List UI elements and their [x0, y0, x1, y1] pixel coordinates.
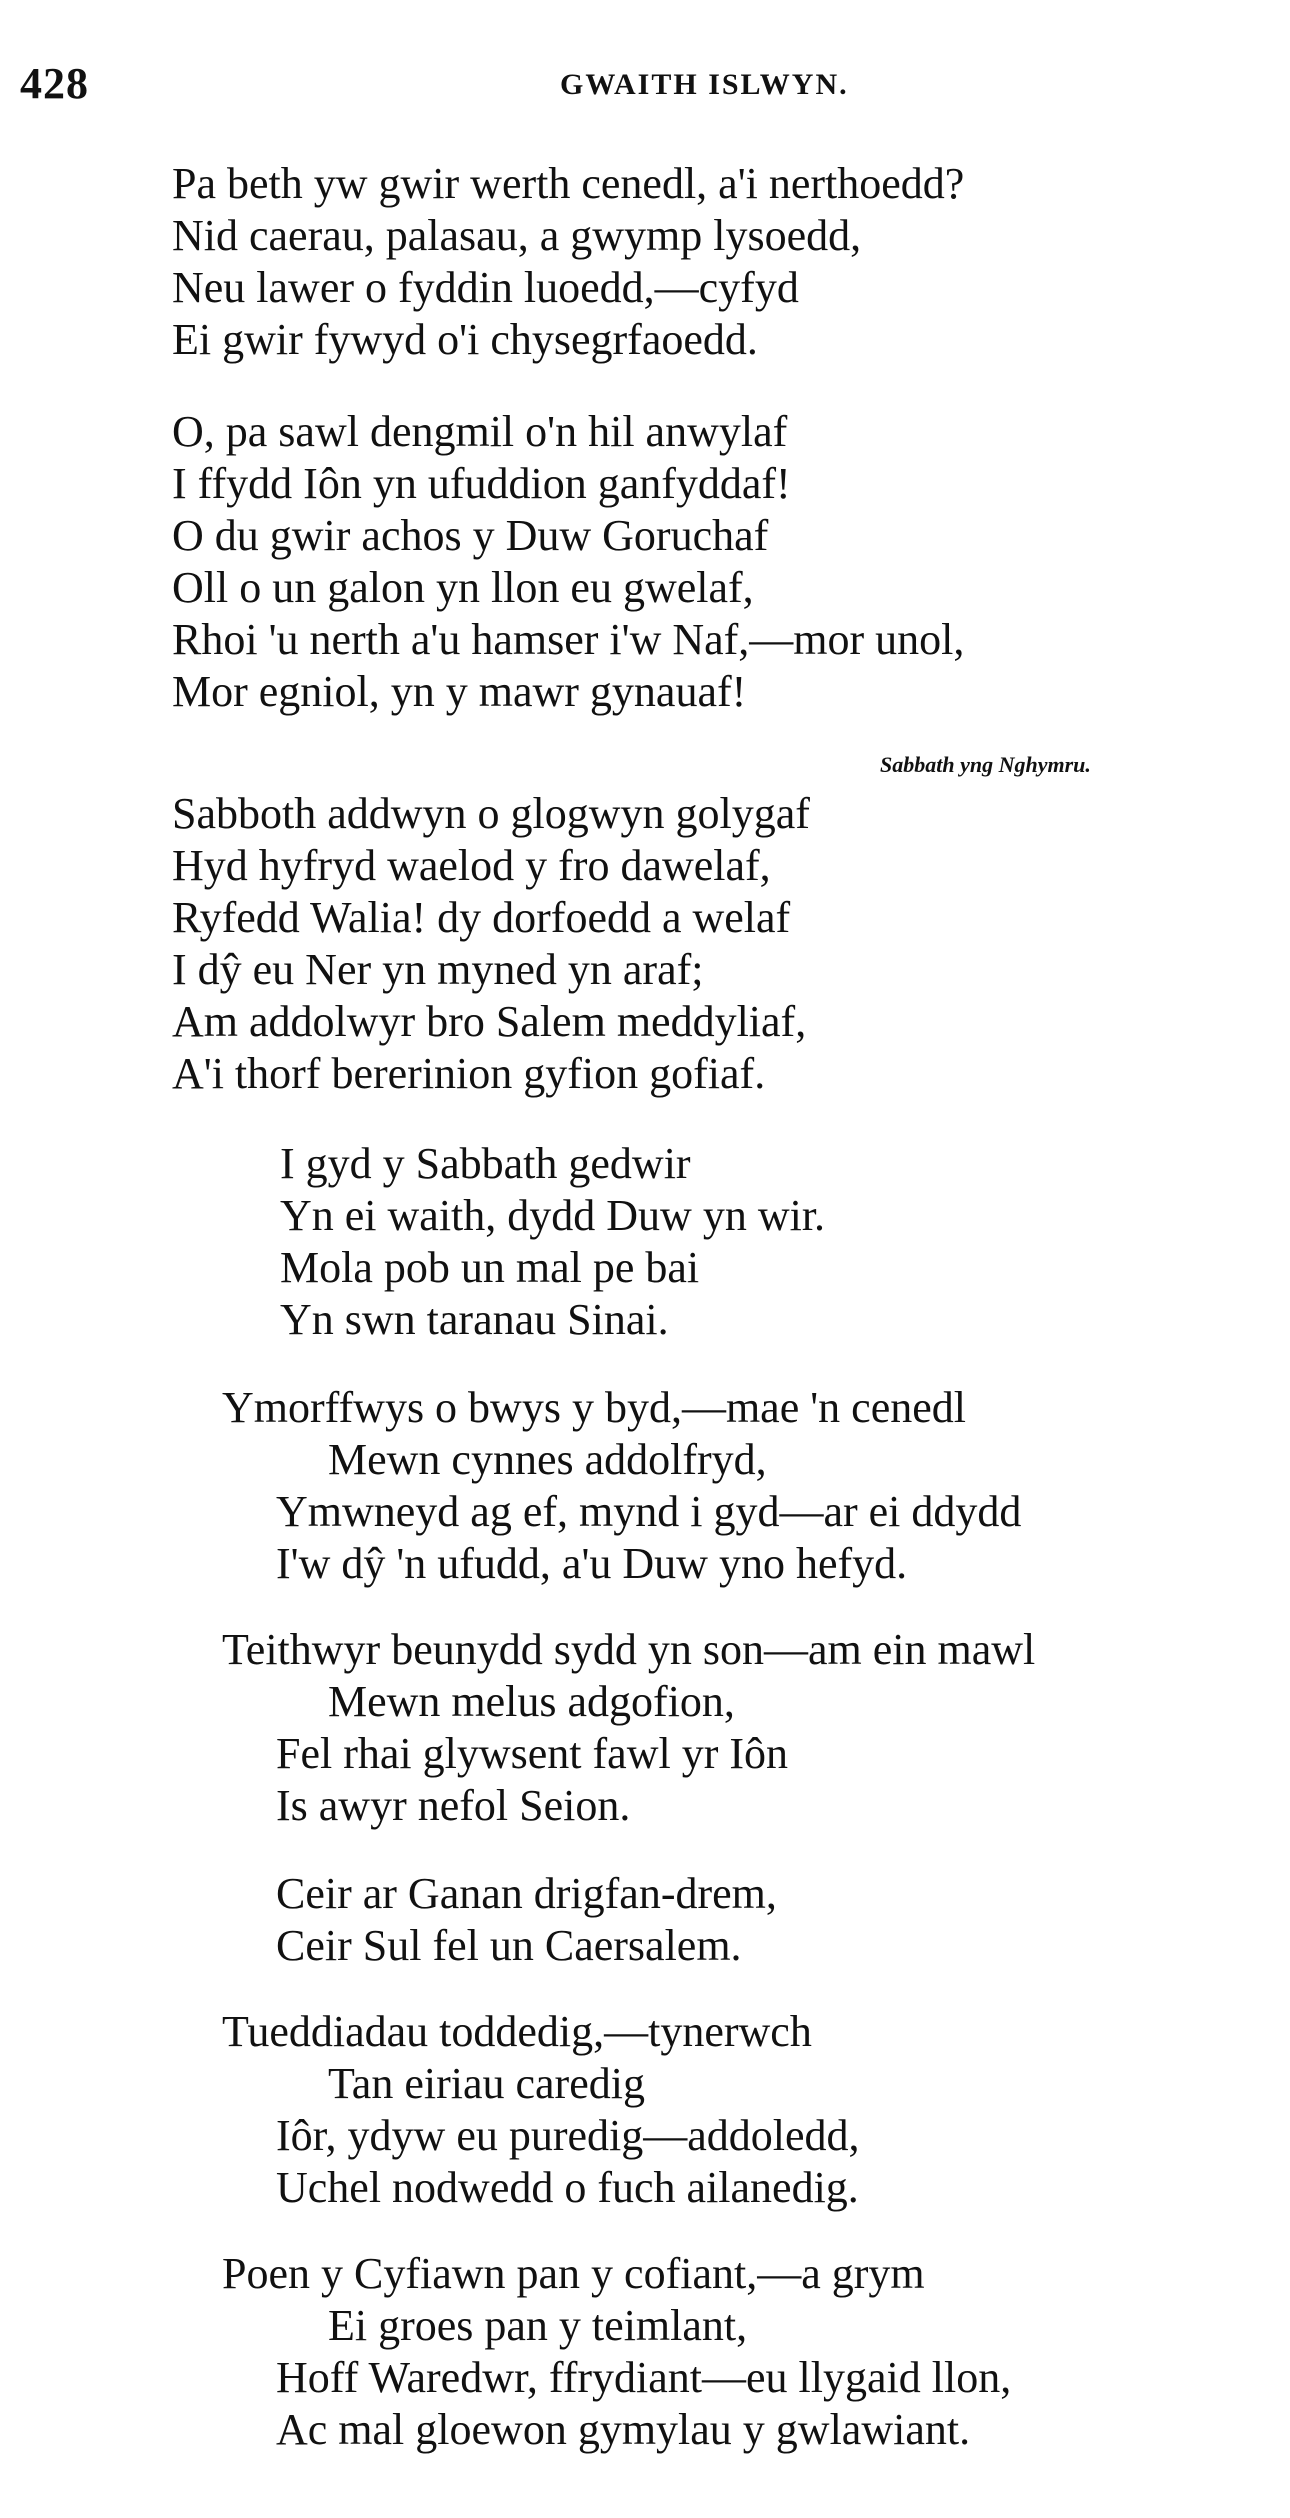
verse-line: Neu lawer o fyddin luoedd,—cyfyd — [172, 263, 799, 312]
verse-line: Ei gwir fywyd o'i chysegrfaoedd. — [172, 315, 758, 364]
verse-line: Uchel nodwedd o fuch ailanedig. — [276, 2163, 859, 2212]
verse-line: Nid caerau, palasau, a gwymp lysoedd, — [172, 211, 862, 260]
verse-line: Yn ei waith, dydd Duw yn wir. — [280, 1191, 826, 1240]
verse-line: Sabboth addwyn o glogwyn golygaf — [172, 789, 810, 838]
verse-line: Tan eiriau caredig — [328, 2059, 645, 2108]
verse-line: Mewn melus adgofion, — [328, 1677, 735, 1726]
verse-line: I dŷ eu Ner yn myned yn araf; — [172, 945, 704, 994]
running-title: GWAITH ISLWYN. — [560, 68, 849, 101]
verse-line: I'w dŷ 'n ufudd, a'u Duw yno hefyd. — [276, 1539, 908, 1588]
verse-line: I gyd y Sabbath gedwir — [280, 1139, 691, 1188]
verse-line: Mor egniol, yn y mawr gynauaf! — [172, 667, 747, 716]
verse-line: Ei groes pan y teimlant, — [328, 2301, 748, 2350]
verse-line: Am addolwyr bro Salem meddyliaf, — [172, 997, 807, 1046]
verse-line: Hyd hyfryd waelod y fro dawelaf, — [172, 841, 771, 890]
verse-line: Ymorffwys o bwys y byd,—mae 'n cenedl — [222, 1383, 966, 1432]
verse-line: Oll o un galon yn llon eu gwelaf, — [172, 563, 754, 612]
verse-line: Is awyr nefol Seion. — [276, 1781, 631, 1830]
verse-line: Mola pob un mal pe bai — [280, 1243, 700, 1292]
verse-line: Fel rhai glywsent fawl yr Iôn — [276, 1729, 788, 1778]
verse-line: Teithwyr beunydd sydd yn son—am ein mawl — [222, 1625, 1036, 1674]
verse-line: Yn swn taranau Sinai. — [280, 1295, 669, 1344]
verse-line: O, pa sawl dengmil o'n hil anwylaf — [172, 407, 788, 456]
verse-line: Ymwneyd ag ef, mynd i gyd—ar ei ddydd — [276, 1487, 1022, 1536]
verse-line: Poen y Cyfiawn pan y cofiant,—a grym — [222, 2249, 925, 2298]
verse-line: Iôr, ydyw eu puredig—addoledd, — [276, 2111, 860, 2160]
verse-line: Tueddiadau toddedig,—tynerwch — [222, 2007, 812, 2056]
verse-line: Ac mal gloewon gymylau y gwlawiant. — [276, 2405, 971, 2454]
verse-line: A'i thorf bererinion gyfion gofiaf. — [172, 1049, 766, 1098]
verse-line: Ceir Sul fel un Caersalem. — [276, 1921, 742, 1970]
verse-line: Rhoi 'u nerth a'u hamser i'w Naf,—mor unol, — [172, 615, 965, 664]
page-number: 428 — [20, 59, 89, 108]
verse-line: Hoff Waredwr, ffrydiant—eu llygaid llon, — [276, 2353, 1012, 2402]
verse-line: O du gwir achos y Duw Goruchaf — [172, 511, 769, 560]
verse-line: Pa beth yw gwir werth cenedl, a'i nerthoedd? — [172, 159, 965, 208]
verse-line: Ceir ar Ganan drigfan-drem, — [276, 1869, 777, 1918]
verse-line: I ffydd Iôn yn ufuddion ganfyddaf! — [172, 459, 791, 508]
verse-line: Ryfedd Walia! dy dorfoedd a welaf — [172, 893, 791, 942]
section-caption: Sabbath yng Nghymru. — [880, 752, 1091, 777]
verse-line: Mewn cynnes addolfryd, — [328, 1435, 767, 1484]
